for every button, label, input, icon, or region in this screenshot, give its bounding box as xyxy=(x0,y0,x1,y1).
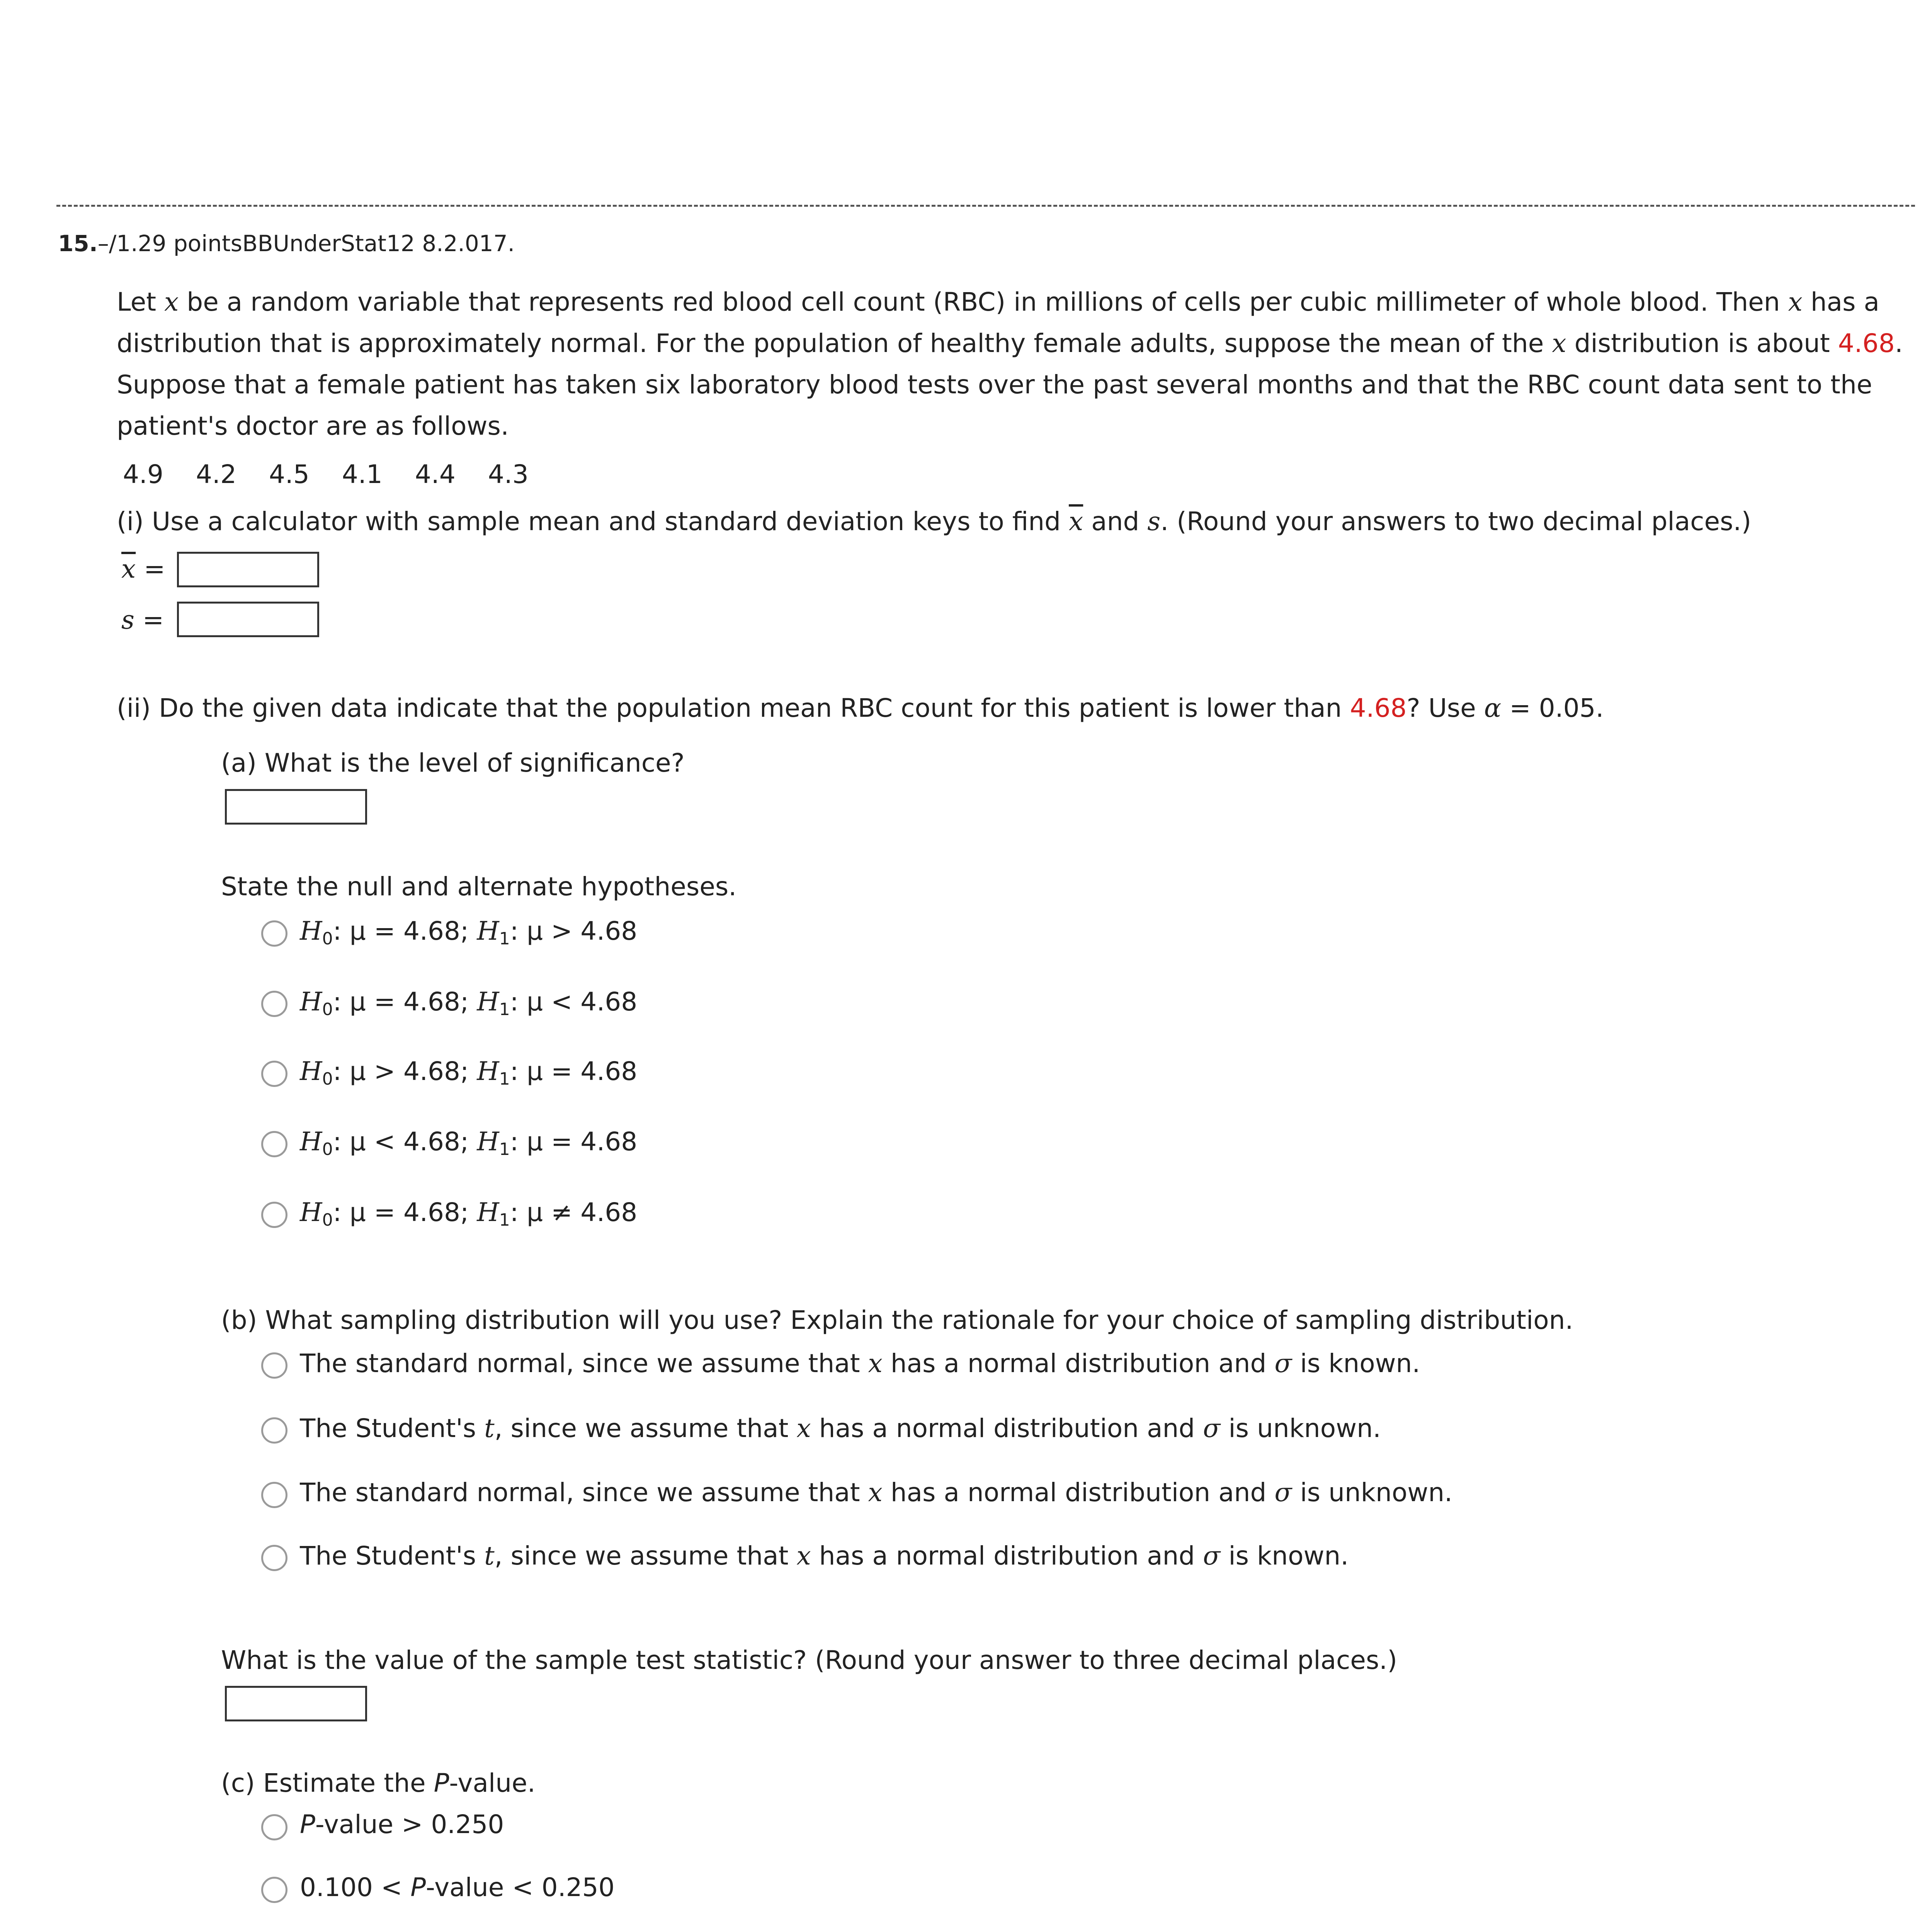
hypotheses-prompt: State the null and alternate hypotheses. xyxy=(221,872,737,901)
hypothesis-radio[interactable] xyxy=(261,1061,287,1087)
part-i-instruction xyxy=(117,504,1751,539)
data-value: 4.5 xyxy=(269,459,310,489)
p-value-option-2 xyxy=(300,1870,615,1905)
p-symbol: P xyxy=(434,1768,449,1798)
p-value-radio[interactable] xyxy=(261,1877,287,1903)
part-a-question: (a) What is the level of significance? xyxy=(221,748,685,778)
part-c-text: -value. xyxy=(449,1768,536,1798)
s-label xyxy=(121,603,164,638)
sigma-symbol: σ xyxy=(1274,1349,1292,1378)
question-points: –/1.29 points xyxy=(97,230,243,257)
data-value: 4.2 xyxy=(196,459,236,489)
s-input[interactable] xyxy=(177,602,319,637)
hypothesis-radio[interactable] xyxy=(261,920,287,947)
hypothesis-radio[interactable] xyxy=(261,1202,287,1228)
part-ii-question xyxy=(117,691,1604,726)
option-text: has a normal distribution and xyxy=(890,1478,1267,1507)
problem-statement xyxy=(117,281,1925,447)
option-text: The standard normal, since we assume that xyxy=(300,1478,860,1507)
x-bar-input[interactable] xyxy=(177,552,319,587)
part-i-text: (i) Use a calculator with sample mean and standard deviation keys to find xyxy=(117,507,1061,536)
part-ii-text: = 0.05. xyxy=(1509,693,1604,723)
part-i-text: . (Round your answers to two decimal places.) xyxy=(1160,507,1752,536)
hypothesis-option-5: $H_0$: μ = 4.68; $H_1$: μ ≠ 4.68 xyxy=(300,1197,638,1230)
null-hypothesis: μ < 4.68 xyxy=(349,1127,460,1156)
distribution-option-4: The Student's t, since we assume that x has a normal distribution and σ is known. xyxy=(300,1541,1349,1571)
hypothesis-option-2: $H_0$: μ = 4.68; $H_1$: μ < 4.68 xyxy=(300,987,638,1019)
alpha-symbol: α xyxy=(1484,693,1502,723)
hypothesis-option-4: $H_0$: μ < 4.68; $H_1$: μ = 4.68 xyxy=(300,1127,638,1159)
hypothesis-radio[interactable] xyxy=(261,1131,287,1157)
option-text: is unknown. xyxy=(1228,1413,1381,1443)
alternate-hypothesis: μ ≠ 4.68 xyxy=(527,1197,638,1227)
alternate-hypothesis: μ = 4.68 xyxy=(527,1056,638,1086)
hypothesis-radio[interactable] xyxy=(261,991,287,1017)
t-symbol: t xyxy=(484,1541,495,1571)
option-text: is unknown. xyxy=(1300,1478,1453,1507)
option-text: is known. xyxy=(1300,1349,1420,1378)
part-c-text: (c) Estimate the xyxy=(221,1768,426,1798)
option-text: 0.100 < xyxy=(300,1872,411,1902)
population-mean-value: 4.68 xyxy=(1350,693,1407,723)
intro-text: has a distribution that is approximately normal. For the population of healthy female adults, suppose the mean of the xyxy=(117,287,1879,358)
part-ii-text: (ii) Do the given data indicate that the population mean RBC count for this patient is lower than xyxy=(117,693,1342,723)
sigma-symbol: σ xyxy=(1274,1478,1292,1507)
option-text: , since we assume that xyxy=(494,1541,789,1571)
part-c-question xyxy=(221,1766,536,1801)
equals-sign: = xyxy=(142,605,164,635)
null-hypothesis: μ = 4.68 xyxy=(349,916,460,946)
dashed-divider xyxy=(56,205,1915,207)
option-text: has a normal distribution and xyxy=(819,1413,1195,1443)
option-text: The Student's xyxy=(300,1413,476,1443)
x-bar-symbol: $\overline{x}$ xyxy=(121,554,136,584)
test-statistic-input[interactable] xyxy=(225,1686,367,1721)
alternate-hypothesis: μ < 4.68 xyxy=(527,987,638,1017)
p-symbol: P xyxy=(300,1810,315,1839)
intro-text: distribution is about xyxy=(1574,328,1830,358)
s-symbol: s xyxy=(121,605,134,635)
significance-input[interactable] xyxy=(225,789,367,825)
question-number: 15. xyxy=(58,230,98,257)
t-symbol: t xyxy=(484,1413,495,1443)
option-text: , since we assume that xyxy=(494,1413,789,1443)
data-value: 4.4 xyxy=(415,459,456,489)
option-text: has a normal distribution and xyxy=(819,1541,1195,1571)
question-header xyxy=(58,228,515,259)
distribution-option-1: The standard normal, since we assume that x has a normal distribution and σ is known. xyxy=(300,1349,1420,1378)
distribution-option-2: The Student's t, since we assume that x has a normal distribution and σ is unknown. xyxy=(300,1413,1381,1443)
var-x: x xyxy=(1552,328,1566,358)
null-hypothesis: μ > 4.68 xyxy=(349,1056,460,1086)
test-statistic-question: What is the value of the sample test statistic? (Round your answer to three decimal places.) xyxy=(221,1645,1397,1675)
option-text: -value < 0.250 xyxy=(426,1872,615,1902)
alternate-hypothesis: μ = 4.68 xyxy=(527,1127,638,1156)
distribution-radio[interactable] xyxy=(261,1352,287,1379)
option-text: is known. xyxy=(1228,1541,1349,1571)
data-values xyxy=(123,457,561,492)
option-text: The Student's xyxy=(300,1541,476,1571)
sigma-symbol: σ xyxy=(1203,1541,1221,1571)
p-value-radio[interactable] xyxy=(261,1814,287,1840)
data-value: 4.9 xyxy=(123,459,163,489)
option-text: has a normal distribution and xyxy=(890,1349,1267,1378)
x-bar-symbol: $\overline{x}$ xyxy=(1068,507,1083,536)
sigma-symbol: σ xyxy=(1203,1413,1221,1443)
distribution-radio[interactable] xyxy=(261,1417,287,1444)
data-value: 4.1 xyxy=(342,459,383,489)
x-bar-label xyxy=(121,552,165,587)
option-text: The standard normal, since we assume that xyxy=(300,1349,860,1378)
intro-text: Let xyxy=(117,287,156,317)
null-hypothesis: μ = 4.68 xyxy=(349,987,460,1017)
intro-text: . Suppose that a female patient has taken six laboratory blood tests over the past several months and that the RBC count data sent to the patient's doctor are as follows. xyxy=(117,328,1903,441)
option-text: -value > 0.250 xyxy=(315,1810,504,1839)
distribution-option-3: The standard normal, since we assume that x has a normal distribution and σ is unknown. xyxy=(300,1478,1453,1507)
null-hypothesis: μ = 4.68 xyxy=(349,1197,460,1227)
data-value: 4.3 xyxy=(488,459,529,489)
hypothesis-option-1: $H_0$: μ = 4.68; $H_1$: μ > 4.68 xyxy=(300,916,638,949)
alternate-hypothesis: μ > 4.68 xyxy=(527,916,638,946)
var-x: x xyxy=(164,287,179,317)
var-x: x xyxy=(1788,287,1803,317)
intro-text: be a random variable that represents red blood cell count (RBC) in millions of cells per cubic millimeter of whole blood. Then xyxy=(187,287,1780,317)
part-b-question: (b) What sampling distribution will you use? Explain the rationale for your choice of sampling distribution. xyxy=(221,1305,1573,1335)
distribution-radio[interactable] xyxy=(261,1482,287,1508)
p-symbol: P xyxy=(410,1872,426,1902)
part-i-text: and xyxy=(1091,507,1139,536)
hypothesis-option-3: $H_0$: μ > 4.68; $H_1$: μ = 4.68 xyxy=(300,1056,638,1089)
population-mean-value: 4.68 xyxy=(1838,328,1895,358)
question-source: BBUnderStat12 8.2.017. xyxy=(242,230,515,257)
distribution-radio[interactable] xyxy=(261,1545,287,1571)
equals-sign: = xyxy=(144,554,165,584)
s-symbol: s xyxy=(1147,507,1161,536)
p-value-option-1 xyxy=(300,1807,504,1842)
part-ii-text: ? Use xyxy=(1406,693,1476,723)
